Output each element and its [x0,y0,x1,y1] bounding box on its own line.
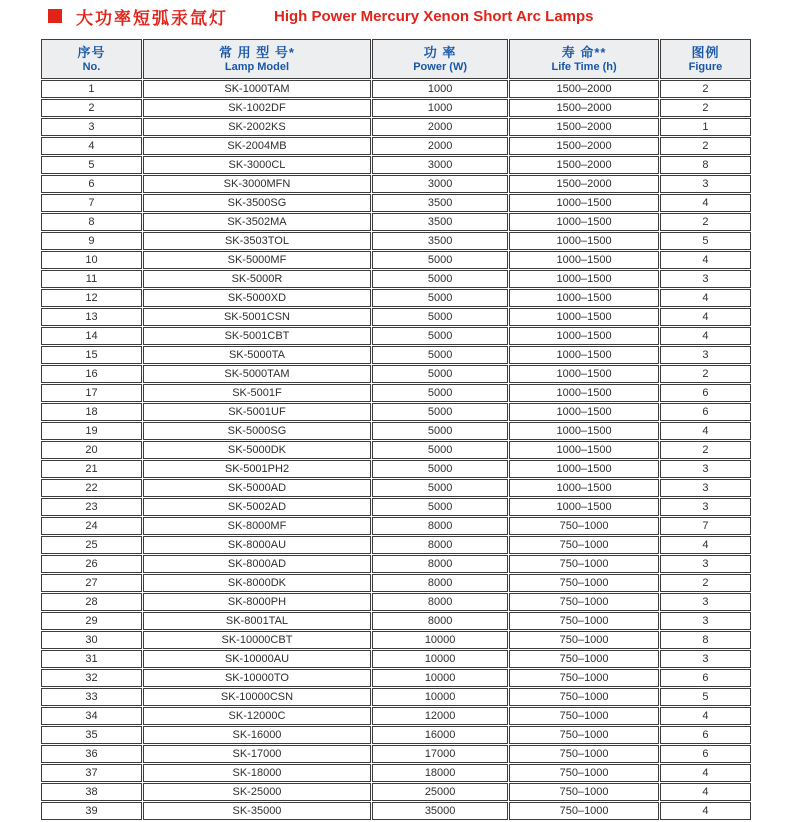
cell-power: 5000 [372,270,508,288]
page-header [48,7,594,28]
page-title-chinese: 大功率短弧汞氙灯 [76,8,228,28]
table-row [41,80,751,98]
cell-lamp-model: SK-5000DK [143,441,371,459]
cell-life-time: 1000–1500 [509,308,659,326]
cell-no: 9 [41,232,142,250]
cell-no: 11 [41,270,142,288]
cell-figure: 2 [660,137,751,155]
cell-figure: 3 [660,175,751,193]
cell-power: 18000 [372,764,508,782]
cell-lamp-model: SK-1002DF [143,99,371,117]
table-row [41,802,751,820]
table-row [41,460,751,478]
cell-no: 3 [41,118,142,136]
cell-figure: 4 [660,194,751,212]
cell-power: 5000 [372,251,508,269]
cell-lamp-model: SK-10000CBT [143,631,371,649]
cell-figure: 4 [660,707,751,725]
table-row [41,574,751,592]
cell-power: 17000 [372,745,508,763]
cell-figure: 5 [660,688,751,706]
cell-no: 1 [41,80,142,98]
cell-lamp-model: SK-3500SG [143,194,371,212]
cell-life-time: 1000–1500 [509,213,659,231]
cell-power: 1000 [372,99,508,117]
table-row [41,118,751,136]
cell-no: 39 [41,802,142,820]
cell-lamp-model: SK-5000TA [143,346,371,364]
cell-figure: 4 [660,289,751,307]
col-header-power-zh: 功 率 [423,44,457,60]
cell-figure: 6 [660,726,751,744]
cell-power: 5000 [372,422,508,440]
cell-lamp-model: SK-16000 [143,726,371,744]
cell-figure: 3 [660,479,751,497]
cell-no: 22 [41,479,142,497]
cell-life-time: 750–1000 [509,517,659,535]
cell-life-time: 750–1000 [509,726,659,744]
cell-lamp-model: SK-5000R [143,270,371,288]
cell-life-time: 1000–1500 [509,251,659,269]
col-header-life-time-zh: 寿 命** [561,44,607,60]
cell-life-time: 1000–1500 [509,346,659,364]
cell-life-time: 750–1000 [509,536,659,554]
cell-figure: 4 [660,327,751,345]
cell-no: 21 [41,460,142,478]
cell-power: 2000 [372,137,508,155]
cell-life-time: 1000–1500 [509,270,659,288]
cell-lamp-model: SK-5000XD [143,289,371,307]
cell-figure: 6 [660,669,751,687]
table-row [41,175,751,193]
cell-lamp-model: SK-3503TOL [143,232,371,250]
cell-life-time: 750–1000 [509,631,659,649]
table-row [41,555,751,573]
cell-power: 3000 [372,175,508,193]
table-row [41,232,751,250]
cell-power: 25000 [372,783,508,801]
page-title-english: High Power Mercury Xenon Short Arc Lamps [274,7,594,25]
cell-figure: 3 [660,650,751,668]
cell-no: 23 [41,498,142,516]
cell-lamp-model: SK-3000CL [143,156,371,174]
table-row [41,270,751,288]
cell-life-time: 1000–1500 [509,422,659,440]
table-row [41,688,751,706]
col-header-no [41,39,142,79]
cell-lamp-model: SK-1000TAM [143,80,371,98]
table-row [41,536,751,554]
cell-power: 8000 [372,536,508,554]
table-row [41,308,751,326]
cell-power: 10000 [372,669,508,687]
cell-lamp-model: SK-17000 [143,745,371,763]
cell-power: 5000 [372,346,508,364]
table-row [41,99,751,117]
table-row [41,365,751,383]
cell-figure: 3 [660,498,751,516]
table-row [41,783,751,801]
col-header-lamp-model-en: Lamp Model [224,60,290,73]
col-header-figure-zh: 图例 [691,44,720,60]
cell-no: 18 [41,403,142,421]
cell-figure: 3 [660,460,751,478]
cell-lamp-model: SK-2002KS [143,118,371,136]
table-row [41,498,751,516]
cell-power: 10000 [372,650,508,668]
table-row [41,612,751,630]
col-header-life-time-en: Life Time (h) [551,60,617,73]
table-row [41,631,751,649]
cell-lamp-model: SK-18000 [143,764,371,782]
table-row [41,669,751,687]
cell-lamp-model: SK-8000AD [143,555,371,573]
cell-no: 19 [41,422,142,440]
cell-power: 3500 [372,194,508,212]
table-row [41,346,751,364]
cell-lamp-model: SK-5000MF [143,251,371,269]
cell-lamp-model: SK-35000 [143,802,371,820]
cell-figure: 2 [660,574,751,592]
cell-figure: 2 [660,365,751,383]
cell-life-time: 750–1000 [509,555,659,573]
table-row [41,745,751,763]
table-row [41,726,751,744]
cell-lamp-model: SK-3000MFN [143,175,371,193]
cell-life-time: 1500–2000 [509,99,659,117]
cell-figure: 6 [660,403,751,421]
cell-no: 2 [41,99,142,117]
cell-life-time: 750–1000 [509,612,659,630]
cell-life-time: 1000–1500 [509,365,659,383]
cell-lamp-model: SK-5001UF [143,403,371,421]
cell-power: 1000 [372,80,508,98]
cell-figure: 6 [660,384,751,402]
cell-power: 16000 [372,726,508,744]
cell-no: 10 [41,251,142,269]
cell-life-time: 750–1000 [509,745,659,763]
cell-lamp-model: SK-10000AU [143,650,371,668]
cell-figure: 1 [660,118,751,136]
table-row [41,403,751,421]
cell-no: 33 [41,688,142,706]
cell-lamp-model: SK-5000TAM [143,365,371,383]
cell-power: 5000 [372,308,508,326]
cell-life-time: 1000–1500 [509,403,659,421]
table-row [41,441,751,459]
cell-no: 8 [41,213,142,231]
cell-no: 13 [41,308,142,326]
cell-life-time: 1000–1500 [509,384,659,402]
col-header-power-en: Power (W) [413,60,467,73]
cell-figure: 2 [660,441,751,459]
cell-no: 35 [41,726,142,744]
cell-life-time: 1000–1500 [509,327,659,345]
cell-life-time: 1500–2000 [509,80,659,98]
cell-power: 3500 [372,232,508,250]
cell-figure: 8 [660,631,751,649]
cell-life-time: 1000–1500 [509,479,659,497]
cell-figure: 4 [660,764,751,782]
cell-power: 3500 [372,213,508,231]
table-header-row [41,39,751,79]
cell-figure: 4 [660,536,751,554]
cell-figure: 4 [660,783,751,801]
cell-figure: 4 [660,251,751,269]
table-row [41,764,751,782]
table-row [41,289,751,307]
cell-lamp-model: SK-5001CBT [143,327,371,345]
cell-life-time: 750–1000 [509,593,659,611]
cell-power: 5000 [372,498,508,516]
col-header-power [372,39,508,79]
table-row [41,517,751,535]
cell-no: 28 [41,593,142,611]
cell-life-time: 1500–2000 [509,175,659,193]
cell-life-time: 1000–1500 [509,194,659,212]
cell-no: 37 [41,764,142,782]
table-row [41,593,751,611]
cell-life-time: 750–1000 [509,707,659,725]
cell-lamp-model: SK-5001F [143,384,371,402]
table-row [41,251,751,269]
lamp-spec-table [40,38,752,821]
cell-no: 12 [41,289,142,307]
cell-no: 17 [41,384,142,402]
cell-no: 24 [41,517,142,535]
cell-life-time: 750–1000 [509,669,659,687]
col-header-figure-en: Figure [688,60,723,73]
cell-lamp-model: SK-5000AD [143,479,371,497]
cell-life-time: 1000–1500 [509,460,659,478]
cell-lamp-model: SK-10000CSN [143,688,371,706]
cell-figure: 8 [660,156,751,174]
cell-life-time: 750–1000 [509,650,659,668]
col-header-no-zh: 序号 [77,44,106,60]
cell-no: 38 [41,783,142,801]
cell-figure: 3 [660,346,751,364]
cell-life-time: 1000–1500 [509,441,659,459]
cell-lamp-model: SK-8000DK [143,574,371,592]
cell-figure: 4 [660,802,751,820]
cell-figure: 3 [660,270,751,288]
table-row [41,422,751,440]
cell-figure: 7 [660,517,751,535]
col-header-no-en: No. [82,60,101,73]
cell-life-time: 1500–2000 [509,156,659,174]
cell-power: 8000 [372,517,508,535]
cell-lamp-model: SK-8000MF [143,517,371,535]
cell-power: 5000 [372,384,508,402]
table-row [41,156,751,174]
cell-power: 10000 [372,688,508,706]
cell-figure: 6 [660,745,751,763]
col-header-lamp-model [143,39,371,79]
cell-no: 30 [41,631,142,649]
cell-lamp-model: SK-8000AU [143,536,371,554]
table-row [41,479,751,497]
cell-lamp-model: SK-5002AD [143,498,371,516]
cell-lamp-model: SK-3502MA [143,213,371,231]
red-square-bullet-icon [48,9,62,23]
cell-figure: 3 [660,593,751,611]
cell-figure: 2 [660,99,751,117]
cell-no: 14 [41,327,142,345]
cell-no: 20 [41,441,142,459]
cell-power: 35000 [372,802,508,820]
cell-figure: 4 [660,308,751,326]
cell-no: 5 [41,156,142,174]
table-row [41,707,751,725]
cell-power: 12000 [372,707,508,725]
cell-lamp-model: SK-8000PH [143,593,371,611]
cell-power: 5000 [372,403,508,421]
cell-no: 34 [41,707,142,725]
cell-power: 2000 [372,118,508,136]
cell-no: 4 [41,137,142,155]
col-header-life-time [509,39,659,79]
cell-power: 5000 [372,479,508,497]
cell-lamp-model: SK-12000C [143,707,371,725]
cell-figure: 2 [660,213,751,231]
cell-lamp-model: SK-5000SG [143,422,371,440]
cell-life-time: 750–1000 [509,802,659,820]
cell-power: 8000 [372,555,508,573]
table-row [41,650,751,668]
cell-power: 8000 [372,593,508,611]
lamp-table-body [41,80,751,820]
cell-life-time: 750–1000 [509,764,659,782]
cell-figure: 2 [660,80,751,98]
table-row [41,194,751,212]
col-header-lamp-model-zh: 常 用 型 号* [219,44,295,60]
cell-life-time: 750–1000 [509,688,659,706]
cell-no: 27 [41,574,142,592]
cell-life-time: 1000–1500 [509,289,659,307]
cell-lamp-model: SK-25000 [143,783,371,801]
cell-figure: 3 [660,612,751,630]
cell-life-time: 1000–1500 [509,232,659,250]
col-header-figure [660,39,751,79]
cell-lamp-model: SK-5001PH2 [143,460,371,478]
table-header [41,39,751,79]
cell-no: 16 [41,365,142,383]
cell-power: 5000 [372,365,508,383]
cell-figure: 5 [660,232,751,250]
cell-life-time: 1000–1500 [509,498,659,516]
table-row [41,384,751,402]
cell-power: 10000 [372,631,508,649]
table-row [41,327,751,345]
cell-figure: 3 [660,555,751,573]
cell-no: 7 [41,194,142,212]
cell-lamp-model: SK-5001CSN [143,308,371,326]
cell-no: 15 [41,346,142,364]
cell-no: 6 [41,175,142,193]
cell-power: 5000 [372,327,508,345]
table-row [41,213,751,231]
cell-life-time: 750–1000 [509,574,659,592]
table-row [41,137,751,155]
cell-no: 31 [41,650,142,668]
cell-lamp-model: SK-2004MB [143,137,371,155]
cell-life-time: 1500–2000 [509,118,659,136]
cell-life-time: 1500–2000 [509,137,659,155]
cell-no: 26 [41,555,142,573]
cell-power: 8000 [372,612,508,630]
cell-power: 5000 [372,289,508,307]
cell-no: 25 [41,536,142,554]
cell-no: 36 [41,745,142,763]
cell-lamp-model: SK-10000TO [143,669,371,687]
cell-power: 5000 [372,460,508,478]
cell-power: 8000 [372,574,508,592]
cell-power: 3000 [372,156,508,174]
cell-power: 5000 [372,441,508,459]
cell-no: 29 [41,612,142,630]
cell-figure: 4 [660,422,751,440]
cell-no: 32 [41,669,142,687]
cell-life-time: 750–1000 [509,783,659,801]
cell-lamp-model: SK-8001TAL [143,612,371,630]
